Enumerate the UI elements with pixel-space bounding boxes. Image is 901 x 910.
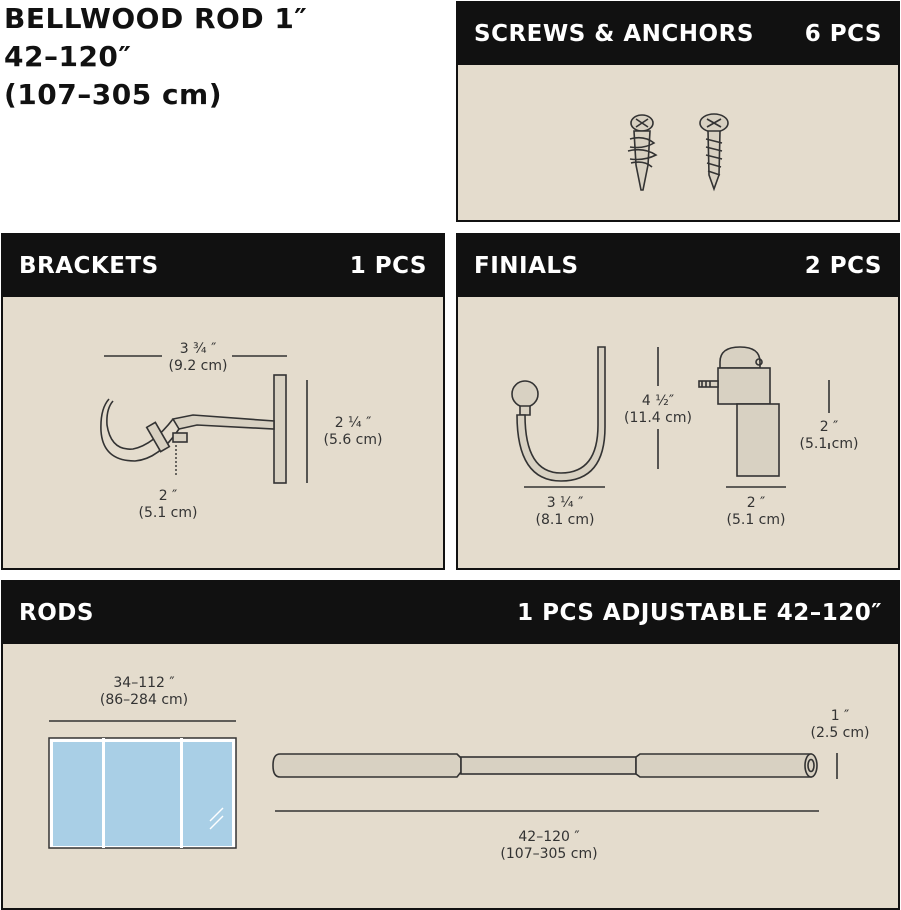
finials-header [458,235,898,297]
hook-finial-icon [512,347,605,481]
cap-width-in: 2 ″ [746,495,766,511]
finials-body [458,297,898,568]
bracket-width-cm: (9.2 cm) [168,358,228,374]
cap-finial-icon [699,347,779,476]
rod-icon [273,754,817,777]
rods-label: RODS [19,600,94,626]
rod-diameter-in: 1 ″ [830,708,850,724]
bracket-depth-in: 2 ″ [158,488,178,504]
cap-height-in: 2 ″ [819,419,839,435]
product-title-range-in: 42–120″ [4,40,132,73]
product-title-name: BELLWOOD ROD 1″ [4,2,308,35]
screws-label: SCREWS & ANCHORS [474,21,754,47]
product-title [4,0,307,114]
screws-illustration [458,65,898,220]
brackets-count: 1 PCS [349,253,427,279]
brackets-body [3,297,443,568]
window-width-label [81,675,207,709]
rod-diameter-label [802,708,878,742]
hook-width-label [523,495,607,529]
bracket-icon [101,375,286,483]
window-width-cm: (86–284 cm) [99,692,189,708]
screws-panel [456,1,900,222]
screws-count: 6 PCS [804,21,882,47]
brackets-label: BRACKETS [19,253,159,279]
screws-header [458,3,898,65]
hook-height-in: 4 ½″ [641,393,675,409]
bracket-width-label [143,341,253,375]
hook-width-cm: (8.1 cm) [535,512,595,528]
brackets-header [3,235,443,297]
rods-count: 1 PCS ADJUSTABLE 42–120″ [517,600,882,626]
rod-length-cm: (107–305 cm) [500,846,598,862]
rods-panel [1,580,900,910]
bracket-depth-label [123,488,213,522]
hook-height-label [618,393,698,427]
bracket-height-label [313,415,393,449]
hook-height-cm: (11.4 cm) [624,410,692,426]
finials-count: 2 PCS [804,253,882,279]
screw-icon [700,114,728,189]
rods-header [3,582,898,644]
cap-width-label [714,495,798,529]
cap-width-cm: (5.1 cm) [726,512,786,528]
screws-body [458,65,898,220]
rod-diameter-cm: (2.5 cm) [810,725,870,741]
bracket-height-cm: (5.6 cm) [323,432,383,448]
window-icon [49,738,236,848]
bracket-width-in: 3 ¾ ″ [179,341,217,357]
window-width-in: 34–112 ″ [113,675,175,691]
rod-length-in: 42–120 ″ [518,829,580,845]
brackets-panel [1,233,445,570]
rods-body [3,644,898,908]
cap-height-cm: (5.1 cm) [799,436,859,452]
rod-length-label [486,829,612,863]
bracket-height-in: 2 ¼ ″ [334,415,372,431]
bracket-depth-cm: (5.1 cm) [138,505,198,521]
finials-label: FINIALS [474,253,579,279]
cap-height-label [792,419,866,453]
hook-width-in: 3 ¼ ″ [546,495,584,511]
product-title-range-cm: (107–305 cm) [4,78,223,111]
finials-panel [456,233,900,570]
wall-anchor-icon [628,115,656,190]
